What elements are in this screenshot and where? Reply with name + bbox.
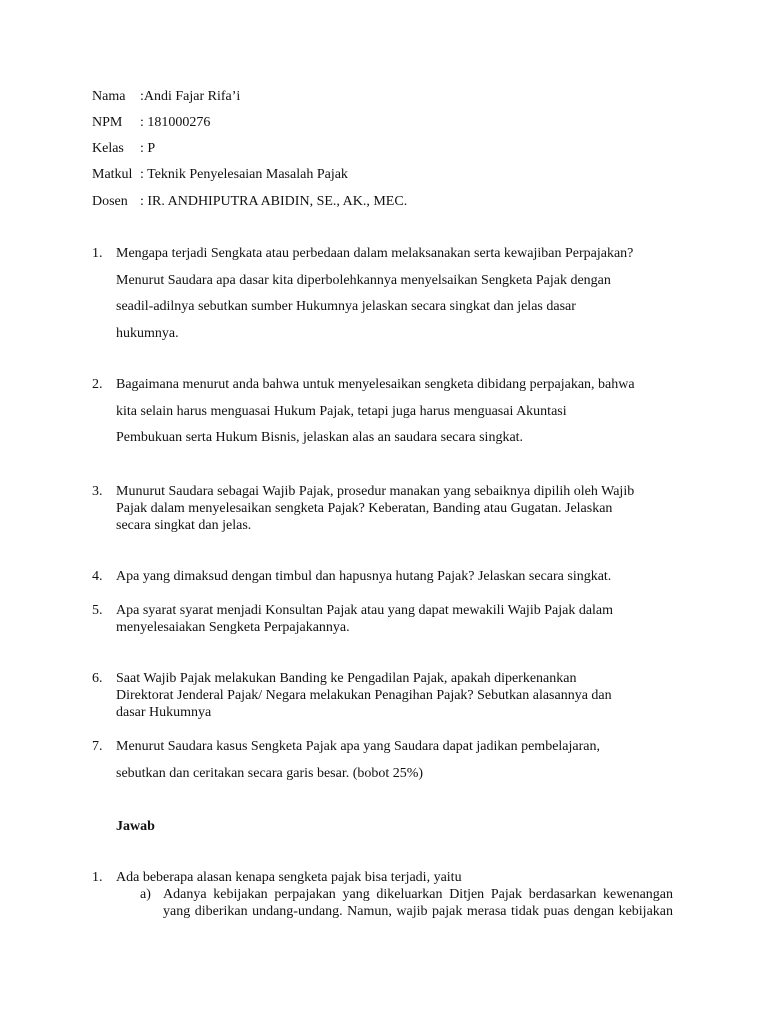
dosen-row bbox=[92, 193, 407, 211]
question-line: Bagaimana menurut anda bahwa untuk menyelesaikan sengketa dibidang perpajakan, bahwa bbox=[116, 377, 635, 392]
question-line: seadil-adilnya sebutkan sumber Hukumnya jelaskan secara singkat dan jelas dasar bbox=[116, 299, 576, 314]
nama-row bbox=[92, 88, 240, 106]
npm-row bbox=[92, 114, 210, 132]
answer-sub-line: yang diberikan undang-undang. Namun, wajib pajak merasa tidak puas dengan kebijakan bbox=[163, 904, 673, 919]
answer-number: 1. bbox=[92, 870, 103, 885]
question-line: hukumnya. bbox=[116, 326, 179, 341]
matkul-value: : Teknik Penyelesaian Masalah Pajak bbox=[140, 167, 348, 182]
matkul-row bbox=[92, 166, 348, 184]
kelas-row bbox=[92, 140, 155, 158]
question-line: Pembukuan serta Hukum Bisnis, jelaskan alas an saudara secara singkat. bbox=[116, 430, 524, 445]
question-line: Menurut Saudara kasus Sengketa Pajak apa yang Saudara dapat jadikan pembelajaran, bbox=[116, 739, 600, 754]
dosen-value: : IR. ANDHIPUTRA ABIDIN, SE., AK., MEC. bbox=[140, 194, 408, 209]
question-number: 2. bbox=[92, 377, 103, 392]
question-line: Direktorat Jenderal Pajak/ Negara melakukan Penagihan Pajak? Sebutkan alasannya dan bbox=[116, 688, 612, 703]
answer-line: Ada beberapa alasan kenapa sengketa pajak bisa terjadi, yaitu bbox=[116, 870, 462, 885]
nama-label: Nama bbox=[92, 89, 126, 104]
question-number: 5. bbox=[92, 603, 103, 618]
question-line: kita selain harus menguasai Hukum Pajak, tetapi juga harus menguasai Akuntasi bbox=[116, 404, 567, 419]
question-line: Apa yang dimaksud dengan timbul dan hapusnya hutang Pajak? Jelaskan secara singkat. bbox=[116, 569, 612, 584]
question-number: 7. bbox=[92, 739, 103, 754]
answer-sub-marker: a) bbox=[140, 887, 151, 902]
question-number: 6. bbox=[92, 671, 103, 686]
npm-label: NPM bbox=[92, 115, 123, 130]
question-line: Mengapa terjadi Sengkata atau perbedaan dalam melaksanakan serta kewajiban Perpajakan? bbox=[116, 246, 634, 261]
matkul-label: Matkul bbox=[92, 167, 133, 182]
kelas-label: Kelas bbox=[92, 141, 124, 156]
kelas-value: : P bbox=[140, 141, 156, 156]
question-line: Saat Wajib Pajak melakukan Banding ke Pengadilan Pajak, apakah diperkenankan bbox=[116, 671, 577, 686]
question-line: Pajak dalam menyelesaikan sengketa Pajak? Keberatan, Banding atau Gugatan. Jelaskan bbox=[116, 501, 613, 516]
npm-value: : 181000276 bbox=[140, 115, 211, 130]
answer-heading: Jawab bbox=[116, 819, 155, 834]
question-line: Apa syarat syarat menjadi Konsultan Pajak atau yang dapat mewakili Wajib Pajak dalam bbox=[116, 603, 614, 618]
dosen-label: Dosen bbox=[92, 194, 128, 209]
answer-sub-line: Adanya kebijakan perpajakan yang dikeluarkan Ditjen Pajak berdasarkan kewenangan bbox=[163, 887, 673, 902]
question-line: Menurut Saudara apa dasar kita diperbolehkannya menyelsaikan Sengketa Pajak dengan bbox=[116, 273, 611, 288]
nama-value: :Andi Fajar Rifa’i bbox=[140, 89, 241, 104]
question-number: 1. bbox=[92, 246, 103, 261]
question-number: 3. bbox=[92, 484, 103, 499]
question-line: dasar Hukumnya bbox=[116, 705, 212, 720]
question-line: Munurut Saudara sebagai Wajib Pajak, prosedur manakan yang sebaiknya dipilih oleh Wajib bbox=[116, 484, 635, 499]
question-number: 4. bbox=[92, 569, 103, 584]
question-line: menyelesaiakan Sengketa Perpajakannya. bbox=[116, 620, 350, 635]
question-line: secara singkat dan jelas. bbox=[116, 518, 252, 533]
question-line: sebutkan dan ceritakan secara garis besar. (bobot 25%) bbox=[116, 766, 424, 781]
